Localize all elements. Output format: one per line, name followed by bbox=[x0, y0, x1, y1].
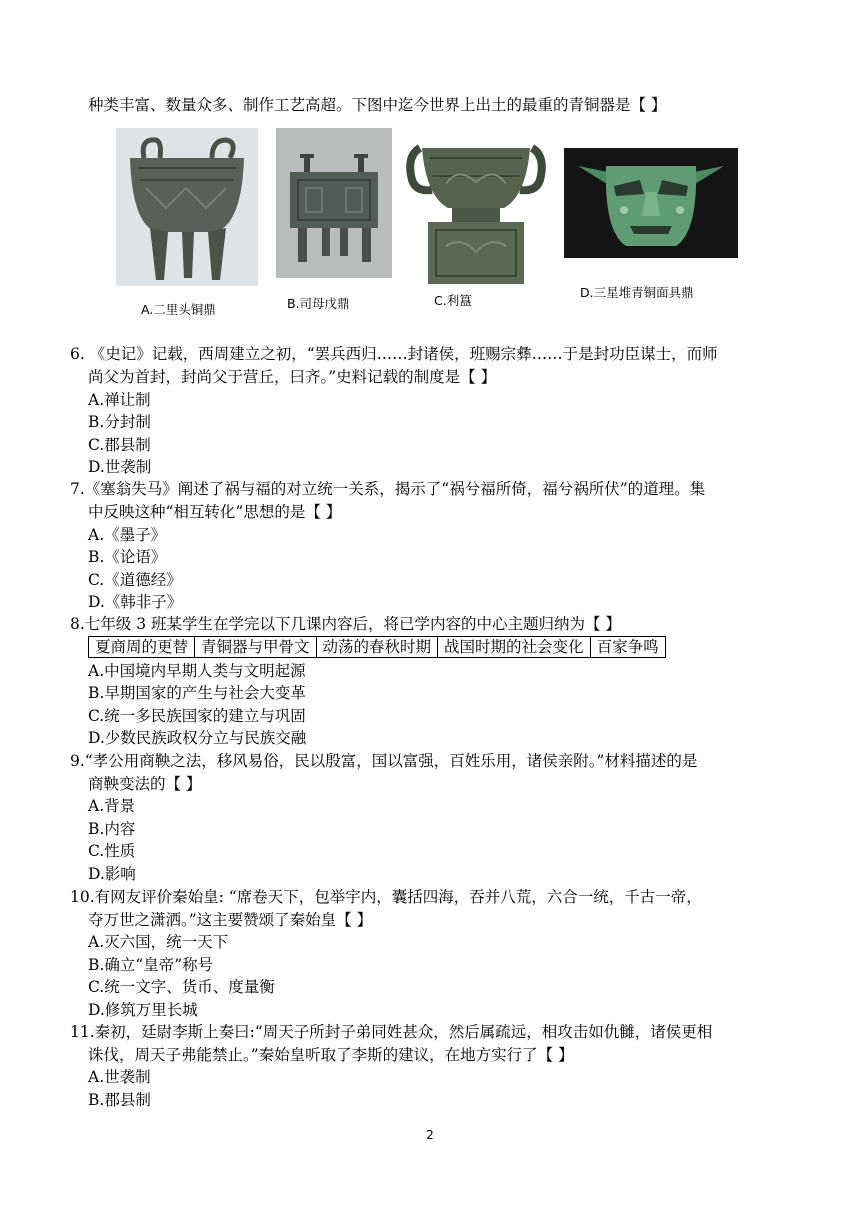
q11-stem-line2: 诛伐，周天子弗能禁止。”秦始皇听取了李斯的建议，在地方实行了【 】 bbox=[88, 1046, 574, 1064]
q8-option-b: B.早期国家的产生与社会大变革 bbox=[88, 684, 306, 702]
q8-option-a: A.中国境内早期人类与文明起源 bbox=[88, 662, 306, 680]
q7-option-d: D.《韩非子》 bbox=[88, 593, 183, 611]
topic-cell: 青铜器与甲骨文 bbox=[195, 637, 317, 658]
sanxingdui-mask-image bbox=[564, 148, 738, 258]
q10-option-d: D.修筑万里长城 bbox=[88, 1001, 198, 1019]
q9-option-c: C.性质 bbox=[88, 842, 136, 860]
topic-cell: 百家争鸣 bbox=[590, 637, 665, 658]
lesson-topics-table bbox=[88, 636, 666, 658]
q7-option-a: A.《墨子》 bbox=[88, 526, 167, 544]
q6-option-b: B.分封制 bbox=[88, 413, 151, 431]
q7-stem-line1: 7.《塞翁失马》阐述了祸与福的对立统一关系，揭示了“祸兮福所倚，福兮祸所伏”的道理。集 bbox=[70, 480, 706, 498]
q5-text: 种类丰富、数量众多、制作工艺高超。下图中迄今世界上出土的最重的青铜器是【 】 bbox=[88, 96, 667, 114]
q10-option-b: B.确立“皇帝”称号 bbox=[88, 956, 214, 974]
caption-d: D.三星堆青铜面具鼎 bbox=[580, 285, 694, 300]
q7-option-b: B.《论语》 bbox=[88, 548, 167, 566]
topic-cell: 动荡的春秋时期 bbox=[316, 637, 438, 658]
page-number: 2 bbox=[426, 1128, 434, 1142]
q6-option-c: C.郡县制 bbox=[88, 436, 151, 454]
q6-option-a: A.禅让制 bbox=[88, 391, 151, 409]
simuwu-ding-image bbox=[276, 128, 392, 278]
q10-option-a: A.灭六国，统一天下 bbox=[88, 933, 229, 951]
caption-b: B.司母戊鼎 bbox=[287, 296, 350, 311]
q8-option-d: D.少数民族政权分立与民族交融 bbox=[88, 729, 307, 747]
q8-stem: 8.七年级 3 班某学生在学完以下几课内容后，将已学内容的中心主题归纳为【 】 bbox=[70, 615, 621, 633]
topic-cell: 夏商周的更替 bbox=[89, 637, 195, 658]
q9-option-b: B.内容 bbox=[88, 820, 136, 838]
q10-stem-line1: 10.有网友评价秦始皇: “席卷天下，包举宇内，囊括四海，吞并八荒，六合一统，千古一帝， bbox=[70, 888, 702, 906]
caption-c: C.利簋 bbox=[434, 293, 472, 308]
q10-option-c: C.统一文字、货币、度量衡 bbox=[88, 978, 275, 996]
erlitou-bronze-ding-image bbox=[116, 128, 258, 286]
q10-stem-line2: 夺万世之潇洒。”这主要赞颂了秦始皇【 】 bbox=[88, 911, 373, 929]
q9-option-d: D.影响 bbox=[88, 865, 136, 883]
q9-option-a: A.背景 bbox=[88, 797, 136, 815]
q9-stem-line2: 商鞅变法的【 】 bbox=[88, 775, 202, 793]
q8-option-c: C.统一多民族国家的建立与巩固 bbox=[88, 707, 306, 725]
caption-a: A.二里头铜鼎 bbox=[141, 302, 216, 317]
topic-cell: 战国时期的社会变化 bbox=[438, 637, 591, 658]
li-gui-image bbox=[402, 136, 550, 286]
q6-option-d: D.世袭制 bbox=[88, 458, 152, 476]
q9-stem-line1: 9.“孝公用商鞅之法，移风易俗，民以殷富，国以富强，百姓乐用，诸侯亲附。”材料描述的是 bbox=[70, 752, 698, 770]
q11-option-a: A.世袭制 bbox=[88, 1068, 151, 1086]
q7-option-c: C.《道德经》 bbox=[88, 571, 182, 589]
q11-stem-line1: 11.秦初，廷尉李斯上奏曰:“周天子所封子弟同姓甚众，然后属疏远，相攻击如仇雠，诸侯更相 bbox=[70, 1023, 713, 1041]
q6-stem-line2: 尚父为首封，封尚父于营丘，曰齐。”史料记载的制度是【 】 bbox=[88, 368, 497, 386]
table-row bbox=[89, 637, 666, 658]
q11-option-b: B.郡县制 bbox=[88, 1091, 151, 1109]
q7-stem-line2: 中反映这种“相互转化”思想的是【 】 bbox=[88, 503, 342, 521]
q6-stem-line1: 6. 《史记》记载，西周建立之初，“罢兵西归……封诸侯，班赐宗彝……于是封功臣谋士，而师 bbox=[70, 345, 718, 363]
